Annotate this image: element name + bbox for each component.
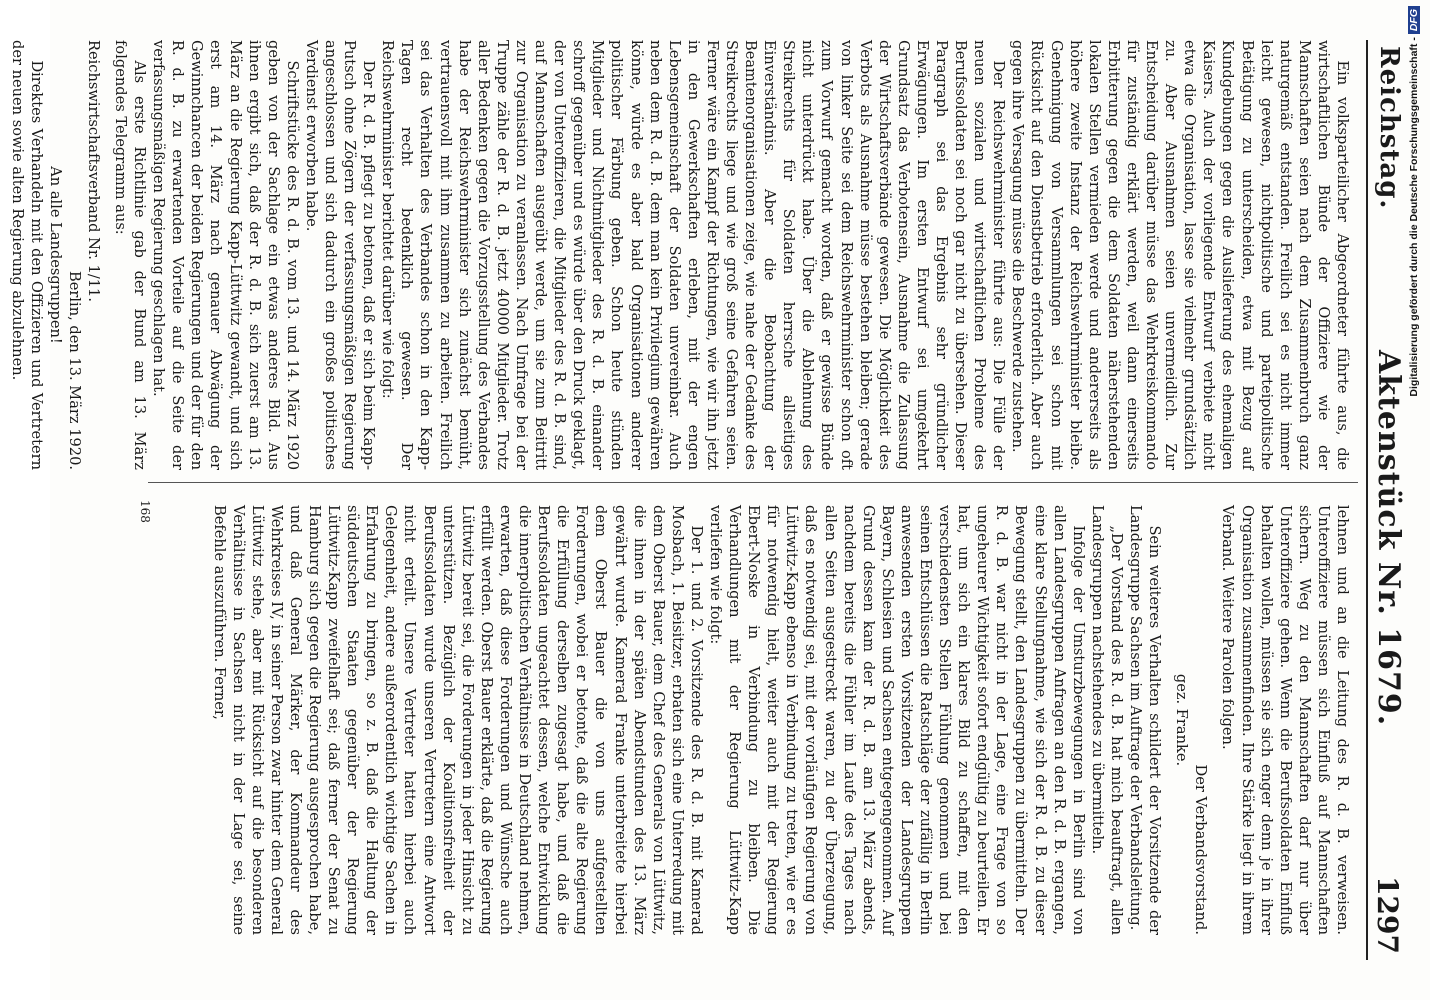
paragraph: „Der Vorstand des R. d. B. hat mich beauftragt, allen Landesgruppen nachstehendes zu übermitteln. xyxy=(1088,505,1125,935)
paragraph: Der R. d. B. pflegt zu betonen, daß er sich beim Kapp-Putsch ohne Zögern der verfassungsmäßigen Regierung angeschlossen und sich dadurch ein großes politisches Verdienst erworben habe. xyxy=(302,40,378,470)
column-divider xyxy=(148,482,1358,483)
paragraph: Der Verbandsvorstand. xyxy=(1192,764,1210,935)
page-mark: 168 xyxy=(138,500,152,523)
digitization-note-text xyxy=(1408,6,1426,994)
header-page-number: 1297 xyxy=(1371,876,1404,954)
paragraph: lehnen und an die Leitung des R. d. B. verweisen. Unteroffiziere müssen sich Einfluß auf Mannschaften sichern. Weg zu den Mannschaften darf nur über Unteroffiziere gehen. Wenn die Berufssoldaten Einfluß behalten wollen, müssen sie sich enger denn je in ihrer Organisation zusammenfinden. Ihre Stärke liegt in ihrem Verband. Weitere Parolen folgen. xyxy=(1219,505,1351,935)
paragraph: Infolge der Umsturzbewegungen in Berlin sind von allen Landesgruppen Anfragen an den R. d. B. ergangen, eine klare Stellungnahme, wie sich der R. d. B. zu dieser Bewegung stellt, den Landesgruppen zu übermitteln. Der R. d. B. war nicht in der Lage, eine Frage von so ungeheurer Wichtigkeit sofort endgültig zu beurteilen. Er hat, um sich ein klares Bild zu schaffen, mit den verschiedensten Stellen Fühlung genommen und bei seinen Entschlüssen die Ratschläge der zufällig in Berlin anwesenden ersten Vorsitzenden der Landesgruppen Bayern, Schlesien und Sachsen entgegengenommen. Auf Grund dessen kam der R. d. B. am 13. März abends, nachdem bereits die Fühler im Laufe des Tages nach allen Seiten ausgestreckt waren, zu der Überzeugung, daß es notwendig sei, mit der vorläufigen Regierung von Lüttwitz-Kapp ebenso in Verbindung zu treten, wie er es für notwendig hielt, weiter auch mit der Regierung Ebert-Noske in Verbindung zu bleiben. Die Verhandlungen mit der Regierung Lüttwitz-Kapp verliefen wie folgt: xyxy=(707,505,1087,935)
dfg-badge: DFG xyxy=(1408,6,1420,34)
scanned-page xyxy=(8,0,1430,1000)
header-reichstag: Reichstag. xyxy=(1374,46,1404,210)
paragraph: Berlin, den 13. März 1920. xyxy=(65,271,83,470)
paragraph: Direktes Verhandeln mit den Offizieren und Vertretern der neuen sowie alten Regierung abzulehnen. xyxy=(8,40,45,470)
paragraph: gez. Franke. xyxy=(1173,673,1191,767)
paragraph: Als erste Richtlinie gab der Bund am 13. März folgendes Telegramm aus: xyxy=(112,40,149,470)
header-document-number: Aktenstück Nr. 1679. xyxy=(1371,350,1406,727)
paragraph: Ein volksparteilicher Abgeordneter führte aus, die wirtschaftlichen Bünde der Offiziere wie der Mannschaften seien nach dem Zusammenbruch ganz naturgemäß entstanden. Freilich sei es nicht immer leicht gewesen, nichtpolitische und parteipolitische Betätigung zu unterscheiden, etwa mit Bezug auf Kundgebungen gegen die Auslieferung des ehemaligen Kaisers. Auch der vorliegende Entwurf verbiete nicht etwa die Organisation, lasse sie vielmehr grundsätzlich zu. Aber Ausnahmen seien unvermeidlich. Zur Entscheidung darüber müsse das Wehrkreiskommando für zuständig erklärt werden, weil dann einerseits Erbitterung gegen die dem Soldaten näherstehenden lokalen Stellen vermieden werde und andererseits als höhere zweite Instanz der Reichswehrminister bleibe. Genehmigung von Versammlungen sei schon mit Rücksicht auf den Dienstbetrieb erforderlich. Aber auch gegen ihre Versagung müsse die Beschwerde zustehen. xyxy=(1009,40,1351,470)
digitization-note xyxy=(1408,6,1426,994)
paragraph: Reichswirtschaftsverband Nr. 1/11. xyxy=(84,40,102,302)
right-column xyxy=(209,505,1352,935)
paragraph: An alle Landesgruppen! xyxy=(46,166,64,344)
paragraph: Der 1. und 2. Vorsitzende des R. d. B. mit Kamerad Mosbach, 1. Beisitzer, erbaten sich eine Unterredung mit dem Oberst Bauer, dem Chef des Generals von Lüttwitz, die ihnen in der späten Abendstunden des 13. März gewährt wurde. Kamerad Franke unterbreitete hierbei dem Oberst Bauer die von uns aufgestellten Forderungen, wobei er betonte, daß die alte Regierung die Erfüllung derselben zugesagt habe, und daß die Berufssoldaten ungeachtet dessen, welche Entwicklung die innerpolitischen Verhältnisse in Deutschland nehmen, erwarten, daß diese Forderungen und Wünsche auch erfüllt werden. Oberst Bauer erklärte, daß die Regierung Lüttwitz bereit sei, die Forderungen in jeder Hinsicht zu unterstützen. Bezüglich der Koalitionsfreiheit der Berufssoldaten wurde unseren Vertretern eine Antwort nicht erteilt. Unsere Vertreter hatten hierbei auch Gelegenheit, andere außerordentlich wichtige Sachen in Erfahrung zu bringen, so z. B. daß die Haltung der süddeutschen Staaten gegenüber der Regierung Lüttwitz-Kapp zweifelhaft sei; daß ferner der Senat zu Hamburg sich gegen die Regierung ausgesprochen habe, und daß General Märker, der Kommandeur des Wehrkreises IV, in seiner Person zwar hinter dem General Lüttwitz stehe, aber mit Rücksicht auf die besonderen Verhältnisse in Sachsen nicht in der Lage sei, seine Befehle auszuführen. Ferner, xyxy=(210,505,705,935)
paragraph: Sein weiteres Verhalten schildert der Vorsitzende der Landesgruppe Sachsen im Auftrage der Verbandsleitung. xyxy=(1127,505,1164,935)
paragraph: Der Reichswehrminister führte aus: Die Fülle der neuen sozialen und wirtschaftlichen Probleme des Berufssoldaten sei noch gar nicht zu übersehen. Dieser Paragraph sei das Ergebnis sehr gründlicher Erwägungen. Im ersten Entwurf sei umgekehrt Grundsatz das Verbotensein, Ausnahme die Zulassung der Wirtschaftsverbände gewesen. Die Möglichkeit des Verbots als Ausnahme müsse bestehen bleiben; gerade von linker Seite sei dem Reichswehrminister schon oft zum Vorwurf gemacht worden, daß er gewisse Bünde nicht unterdrückt habe. Über die Ablehnung des Streikrechts für Soldaten herrsche allseitiges Einverständnis. Aber die Beobachtung der Beamtenorganisationen zeige, wie nahe der Gedanke des Streikrechts liege und wie groß seine Gefahren seien. Ferner wäre ein Kampf der Richtungen, wie wir ihn jetzt in den Gewerkschaften erleben, mit der engen Lebensgemeinschaft der Soldaten unvereinbar. Auch neben dem R. d. B. dem man kein Privilegium gewähren könne, würde es aber bald Organisationen anderer politischer Färbung geben. Schon heute stünden Mitglieder und Nichtmitglieder des R. d. B. einander schroff gegenüber und es würde über den Druck geklagt, der von Unteroffizieren, die Mitglieder des R. d. B. sind, auf Mannschaften ausgeübt werde, um sie zum Beitritt zur Organisation zu veranlassen. Nach Umfrage bei der Truppe zähle der R. d. B. jetzt 40000 Mitglieder. Trotz aller Bedenken gegen die Vorzugsstellung des Verbandes habe der Reichswehrminister sich zunächst bemüht, vertrauensvoll mit ihm zusammen zu arbeiten. Freilich sei das Verhalten des Verbandes schon in den Kapp-Tagen recht bedenklich gewesen. Der Reichswehrminister berichtet darüber wie folgt: xyxy=(379,40,1008,470)
left-column xyxy=(0,40,1352,470)
digitization-note-label: Digitalisierung gefördert durch die Deutsche Forschungsgemeinschaft - xyxy=(1408,37,1420,397)
paragraph: Schriftstücke des R. d. B. vom 13. und 14. März 1920 geben von der Sachlage ein etwas anderes Bild. Aus ihnen ergibt sich, daß der R. d. B. sich zuerst am 13. März an die Regierung Kapp-Lüttwitz gewandt, und sich erst am 14. März nach genauer Abwägung der Gewinnchancen der beiden Regierungen und der für den R. d. B. zu erwartenden Vorteile auf die Seite der verfassungsmäßigen Regierung geschlagen hat. xyxy=(150,40,301,470)
page-header xyxy=(1366,40,1408,960)
